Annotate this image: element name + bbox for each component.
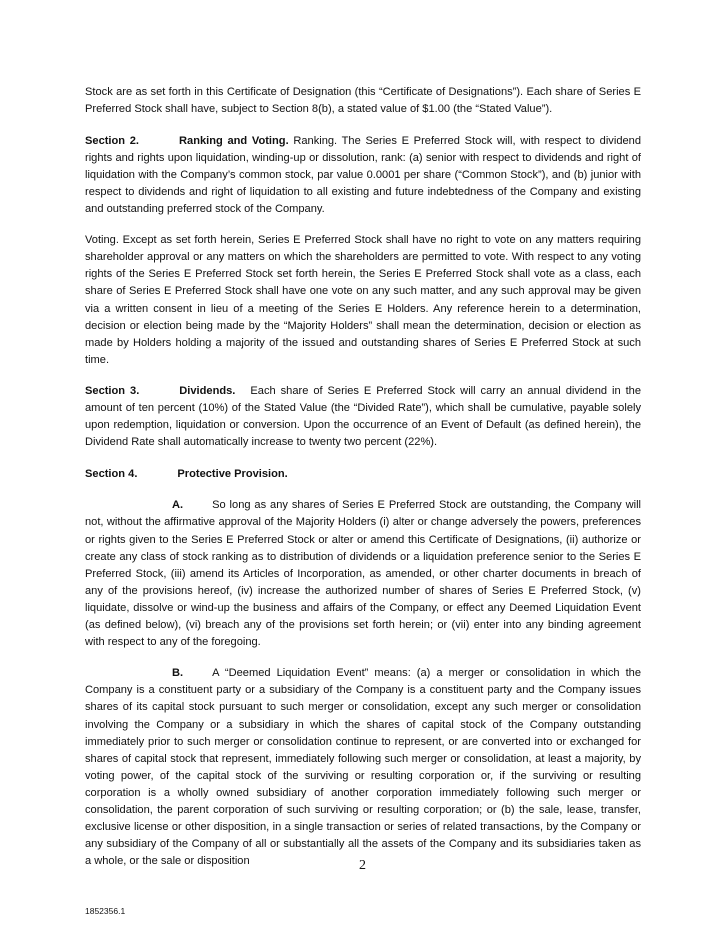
section-2-voting-paragraph: Voting. Except as set forth herein, Series E Preferred Stock shall have no right to vote on any matters requiring shareholder approval or any matters on which the shareholders are permitted to vote. With respect to any voting rights of the Series E Preferred Stock set forth herein, the Series E Preferred Stock shall vote as a class, each share of Series E Preferred Stock shall have one vote on any such matter, and any such approval may be given via a written consent in lieu of a meeting of the Series E Holders. Any reference herein to a determination, decision or election being made by the “Majority Holders” shall mean the determination, decision or election as made by Holders holding a majority of the issued and outstanding shares of Series E Preferred Stock at such time. bbox=[85, 234, 641, 366]
page-number: 2 bbox=[359, 858, 366, 873]
section-2-ranking-paragraph bbox=[85, 133, 641, 218]
section-3-label: Section 3. bbox=[85, 385, 140, 398]
section-2-title: Ranking and Voting. bbox=[179, 134, 289, 147]
section-4b-label: B. bbox=[172, 667, 184, 680]
section-3-text: Each share of Series E Preferred Stock will carry an annual dividend in the amount of ten percent (10%) of the Stated Value (the “Divided Rate”), which shall be cumulative, payable solely upon redemption, liquidation or conversion. Upon the occurrence of an Event of Default (as defined herein), the Dividend Rate shall automatically increase to twenty two percent (22%). bbox=[85, 385, 641, 449]
section-4-label: Section 4. bbox=[85, 467, 138, 480]
section-4a-paragraph bbox=[85, 497, 641, 650]
section-4a-text: So long as any shares of Series E Preferred Stock are outstanding, the Company will not, without the affirmative approval of the Majority Holders (i) alter or change adversely the powers, preferences or rights given to the Series E Preferred Stock or alter or amend this Certificate of Designations, (ii) authorize or create any class of stock ranking as to distribution of dividends or a liquidation preference senior to the Series E Preferred Stock, (iii) amend its Articles of Incorporation, as amended, or other charter documents in breach of any of the provisions hereof, (iv) increase the authorized number of shares of Series E Preferred Stock, (v) liquidate, dissolve or wind-up the business and affairs of the Company, or effect any Deemed Liquidation Event (as defined below), (vi) breach any of the provisions set forth herein; or (vii) enter into any binding agreement with respect to any of the foregoing. bbox=[85, 499, 641, 648]
section-3-title: Dividends. bbox=[179, 385, 236, 398]
section-4b-paragraph bbox=[85, 665, 641, 870]
section-4a-label: A. bbox=[172, 499, 184, 512]
section-4-title: Protective Provision. bbox=[177, 467, 288, 480]
section-3-paragraph bbox=[85, 383, 641, 451]
section-4b-text: A “Deemed Liquidation Event” means: (a) a merger or consolidation in which the Company is a constituent party or a subsidiary of the Company is a constituent party and the Company issues shares of its capital stock pursuant to such merger or consolidation, except any such merger or consolidation involving the Company or a subsidiary in which the shares of capital stock of the Company outstanding immediately prior to such merger or consolidation continue to represent, or are converted into or exchanged for shares of capital stock that represent, immediately following such merger or consolidation, at least a majority, by voting power, of the capital stock of the surviving or resulting corporation or, if the surviving or resulting corporation is a wholly owned subsidiary of another corporation immediately following such merger or consolidation, the parent corporation of such surviving or resulting corporation; or (b) the sale, lease, transfer, exclusive license or other disposition, in a single transaction or series of related transactions, by the Company or any subsidiary of the Company of all or substantially all the assets of the Company and its subsidiaries taken as a whole, or the sale or disposition bbox=[85, 667, 641, 867]
document-page bbox=[85, 84, 641, 884]
section-2-label: Section 2. bbox=[85, 134, 140, 147]
document-id: 1852356.1 bbox=[85, 906, 126, 916]
section-4-heading bbox=[85, 466, 641, 483]
intro-paragraph: Stock are as set forth in this Certificate of Designation (this “Certificate of Designations”). Each share of Series E Preferred Stock shall have, subject to Section 8(b), a stated value of $1.00 (the “Stated Value”). bbox=[85, 86, 641, 116]
section-2-ranking-text: Ranking. The Series E Preferred Stock will, with respect to dividend rights and rights upon liquidation, winding-up or dissolution, rank: (a) senior with respect to dividends and right of liquidation with the Company’s common stock, par value 0.0001 per share (“Common Stock”), and (b) junior with respect to dividends and right of liquidation to all existing and future indebtedness of the Company and existing and outstanding preferred stock of the Company. bbox=[85, 134, 641, 215]
